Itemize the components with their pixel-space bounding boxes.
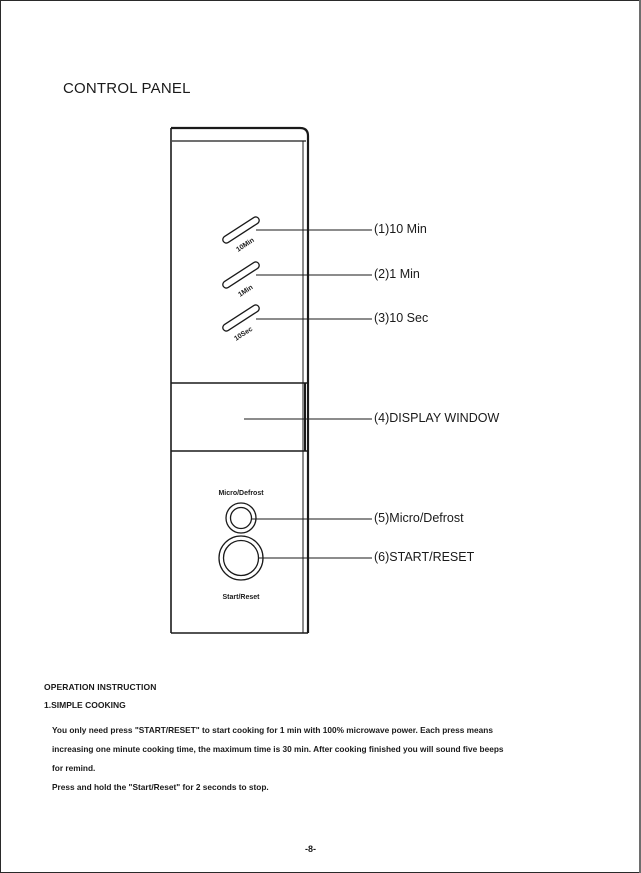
callout-display-window: (4)DISPLAY WINDOW (374, 411, 500, 425)
micro-defrost-button[interactable] (226, 503, 256, 533)
ten-min-button-label: 10Min (235, 236, 256, 254)
ten-sec-button[interactable] (221, 304, 260, 333)
one-min-button-label: 1Min (237, 284, 255, 299)
paragraph-line: Press and hold the "Start/Reset" for 2 seconds to stop. (52, 782, 269, 792)
paragraph-line: You only need press "START/RESET" to start cooking for 1 min with 100% microwave power. Each press means (52, 725, 493, 735)
page-title: CONTROL PANEL (63, 80, 191, 97)
callout-start-reset: (6)START/RESET (374, 550, 475, 564)
ten-sec-button-label: 10Sec (233, 325, 255, 343)
callout-ten-sec: (3)10 Sec (374, 311, 429, 325)
paragraph-line: for remind. (52, 763, 96, 773)
operation-heading: OPERATION INSTRUCTION (44, 682, 157, 692)
callout-micro-defrost: (5)Micro/Defrost (374, 511, 464, 525)
start-reset-button[interactable] (219, 536, 263, 580)
one-min-button[interactable] (221, 261, 260, 290)
callout-ten-min: (1)10 Min (374, 222, 427, 236)
operation-subheading: 1.SIMPLE COOKING (44, 700, 126, 710)
paragraph-line: increasing one minute cooking time, the maximum time is 30 min. After cooking finished you will sound five beeps (52, 744, 504, 754)
operation-paragraph (52, 721, 612, 797)
callout-one-min: (2)1 Min (374, 267, 420, 281)
micro-defrost-button-label: Micro/Defrost (218, 490, 264, 497)
page-number: -8- (305, 844, 316, 854)
start-reset-button-label: Start/Reset (222, 594, 260, 601)
ten-min-button[interactable] (221, 216, 260, 245)
